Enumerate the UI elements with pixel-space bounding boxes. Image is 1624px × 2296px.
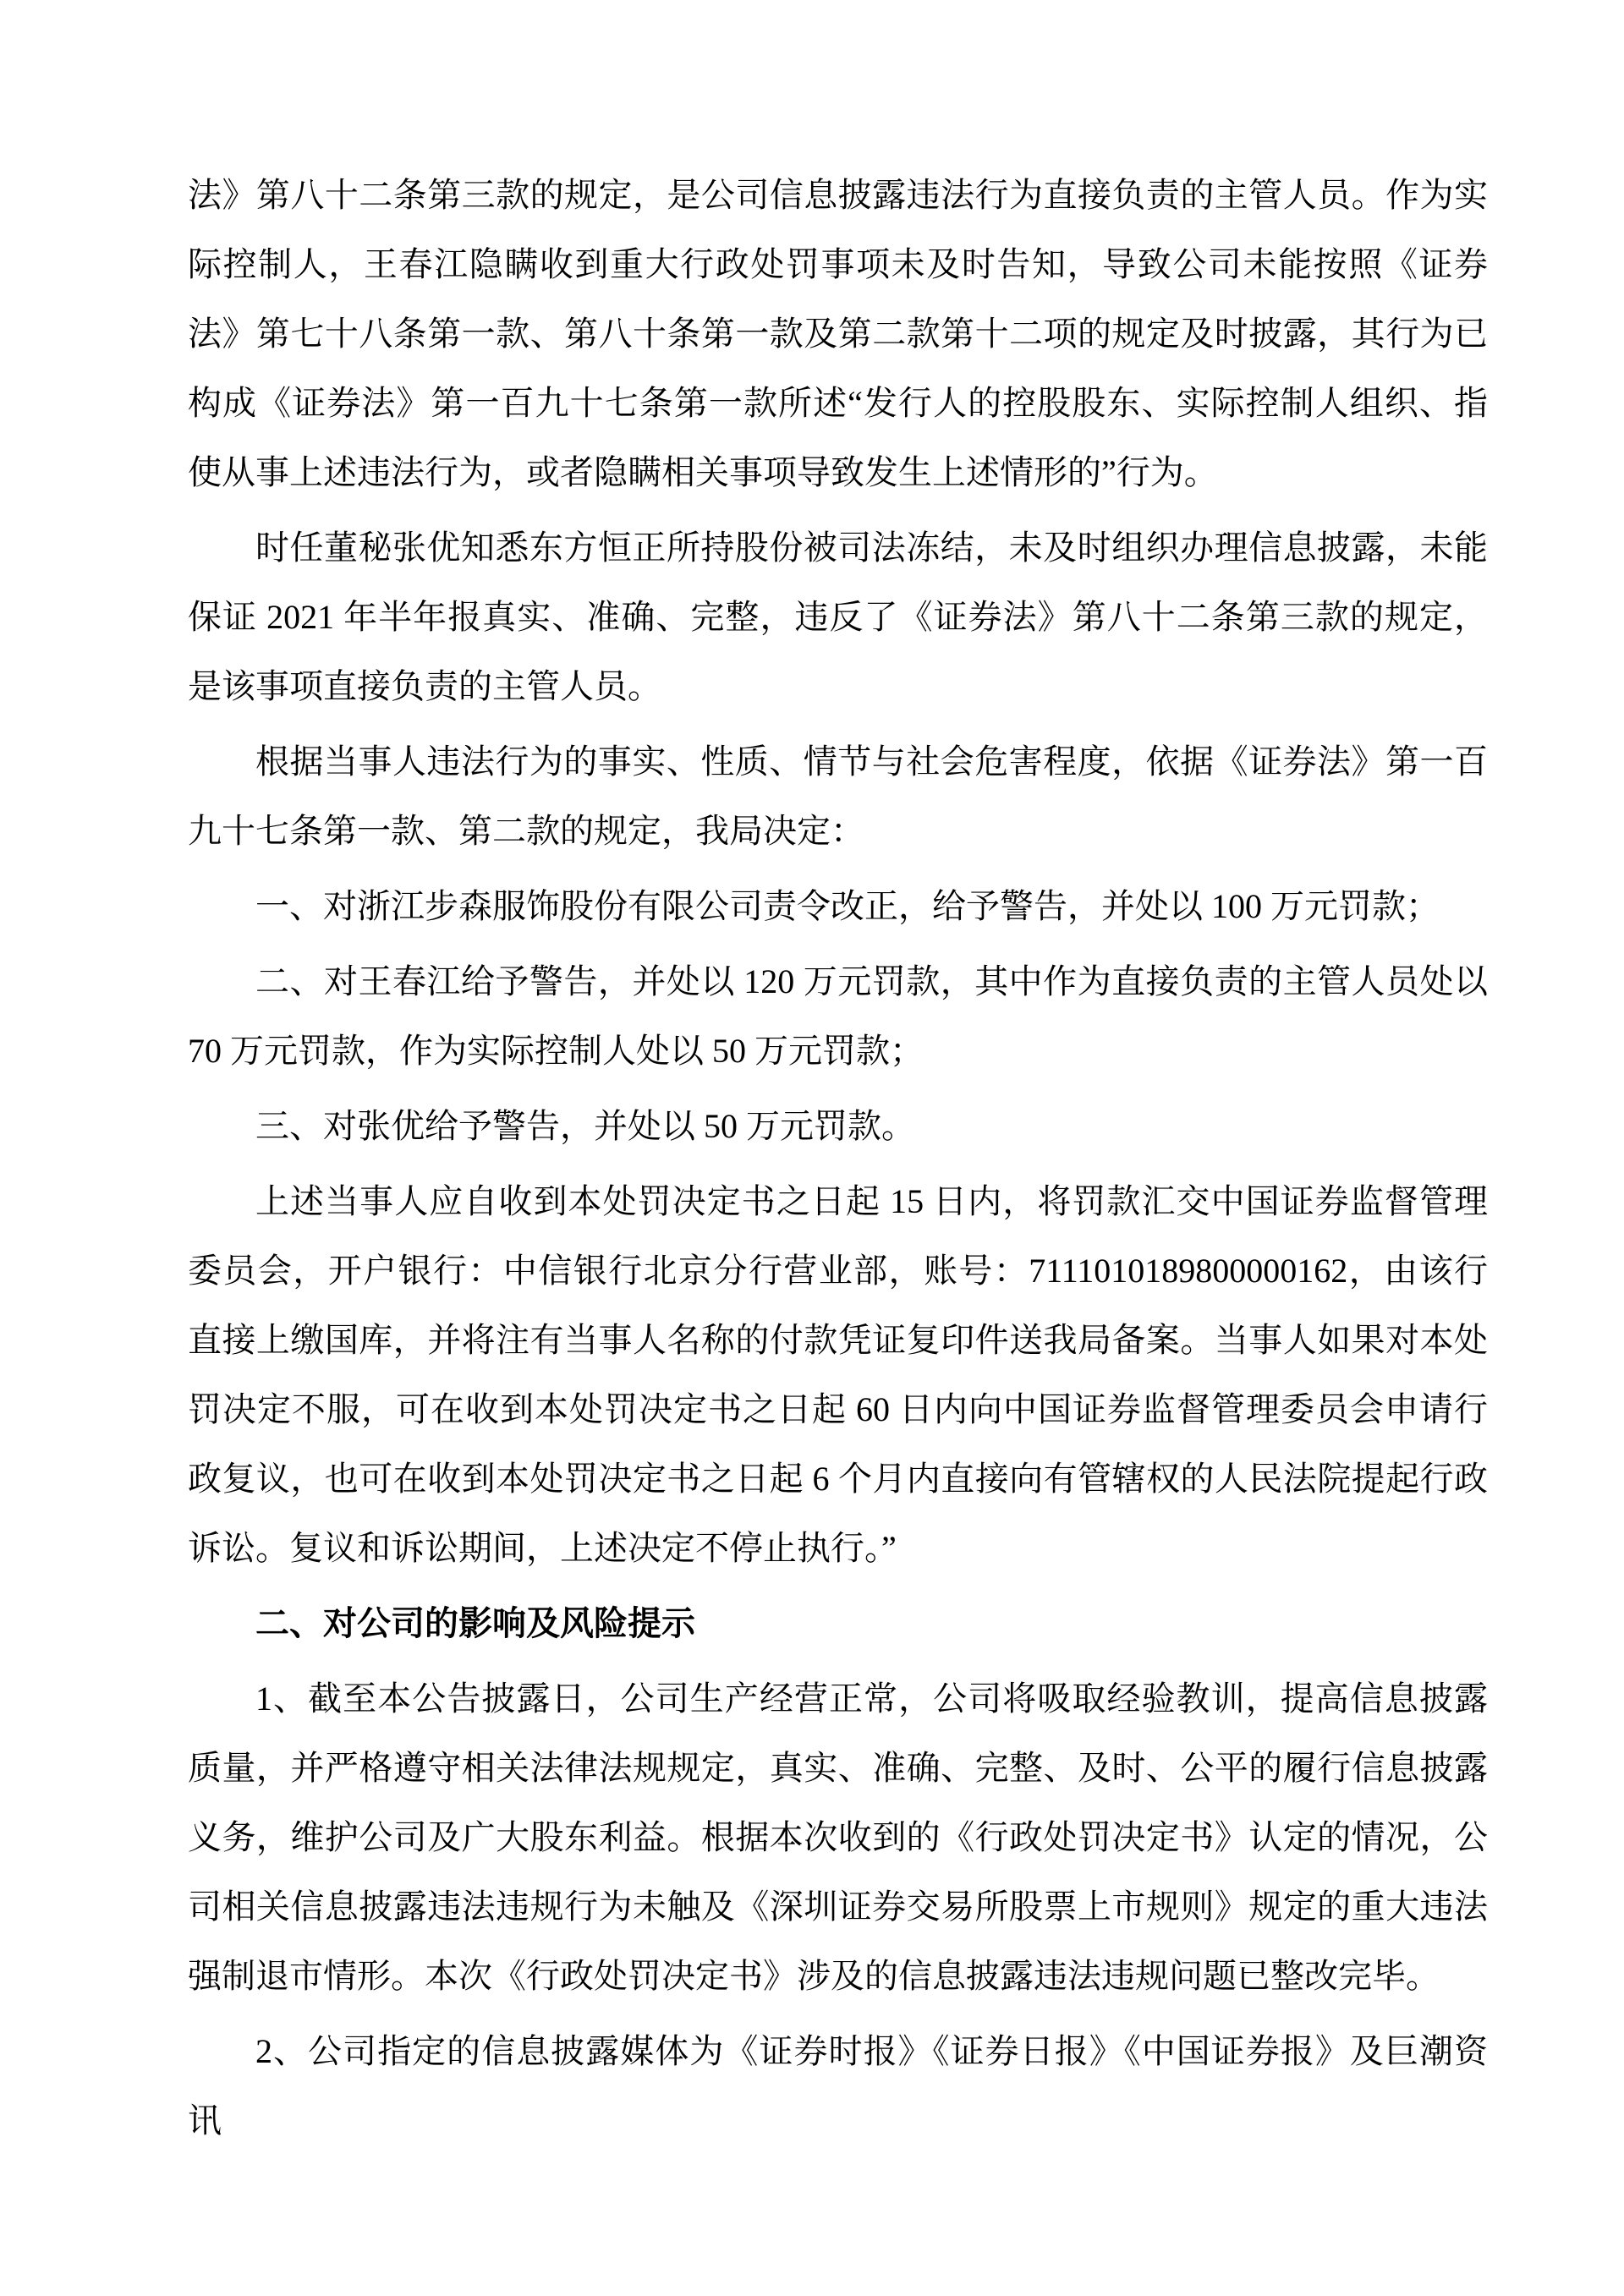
paragraph-designated-media: 2、公司指定的信息披露媒体为《证券时报》《证券日报》《中国证券报》及巨潮资讯 — [188, 2032, 1488, 2140]
penalty-item-3-zhang-you: 三、对张优给予警告，并处以 50 万元罚款。 — [255, 1107, 915, 1145]
document-text-block — [188, 161, 1488, 2162]
paragraph-secretary-zhang-you: 时任董秘张优知悉东方恒正所持股份被司法冻结，未及时组织办理信息披露，未能保证 2021 年半年报真实、准确、完整，违反了《证券法》第八十二条第三款的规定，是该事项直接负责的主管人员。 — [188, 529, 1488, 705]
paragraph-decision-basis: 根据当事人违法行为的事实、性质、情节与社会危害程度，依据《证券法》第一百九十七条第一款、第二款的规定，我局决定： — [188, 743, 1488, 850]
paragraph-impact-statement: 1、截至本公告披露日，公司生产经营正常，公司将吸取经验教训，提高信息披露质量，并严格遵守相关法律法规规定，真实、准确、完整、及时、公平的履行信息披露义务，维护公司及广大股东利益。根据本次收到的《行政处罚决定书》认定的情况，公司相关信息披露违法违规行为未触及《深圳证券交易所股票上市规则》规定的重大违法强制退市情形。本次《行政处罚决定书》涉及的信息披露违法违规问题已整改完毕。 — [188, 1680, 1488, 1995]
section-heading-impact-and-risk: 二、对公司的影响及风险提示 — [255, 1605, 695, 1642]
penalty-item-1-company: 一、对浙江步森服饰股份有限公司责令改正，给予警告，并处以 100 万元罚款； — [255, 887, 1440, 925]
paragraph-payment-and-appeal-instructions: 上述当事人应自收到本处罚决定书之日起 15 日内，将罚款汇交中国证券监督管理委员会，开户银行：中信银行北京分行营业部，账号：7111010189800000162，由该行直接上缴国库，并将注有当事人名称的付款凭证复印件送我局备案。当事人如果对本处罚决定不服，可在收到本处罚决定书之日起 60 日内向中国证券监督管理委员会申请行政复议，也可在收到本处罚决定书之日起 6 个月内直接向有管辖权的人民法院提起行政诉讼。复议和诉讼期间，上述决定不停止执行。” — [188, 1182, 1488, 1567]
penalty-item-2-wang-chunjiang: 二、对王春江给予警告，并处以 120 万元罚款，其中作为直接负责的主管人员处以 70 万元罚款，作为实际控制人处以 50 万元罚款； — [188, 962, 1488, 1070]
paragraph-continuation-legal-basis: 法》第八十二条第三款的规定，是公司信息披露违法行为直接负责的主管人员。作为实际控制人，王春江隐瞒收到重大行政处罚事项未及时告知，导致公司未能按照《证券法》第七十八条第一款、第八十条第一款及第二款第十二项的规定及时披露，其行为已构成《证券法》第一百九十七条第一款所述“发行人的控股股东、实际控制人组织、指使从事上述违法行为，或者隐瞒相关事项导致发生上述情形的”行为。 — [188, 176, 1488, 491]
